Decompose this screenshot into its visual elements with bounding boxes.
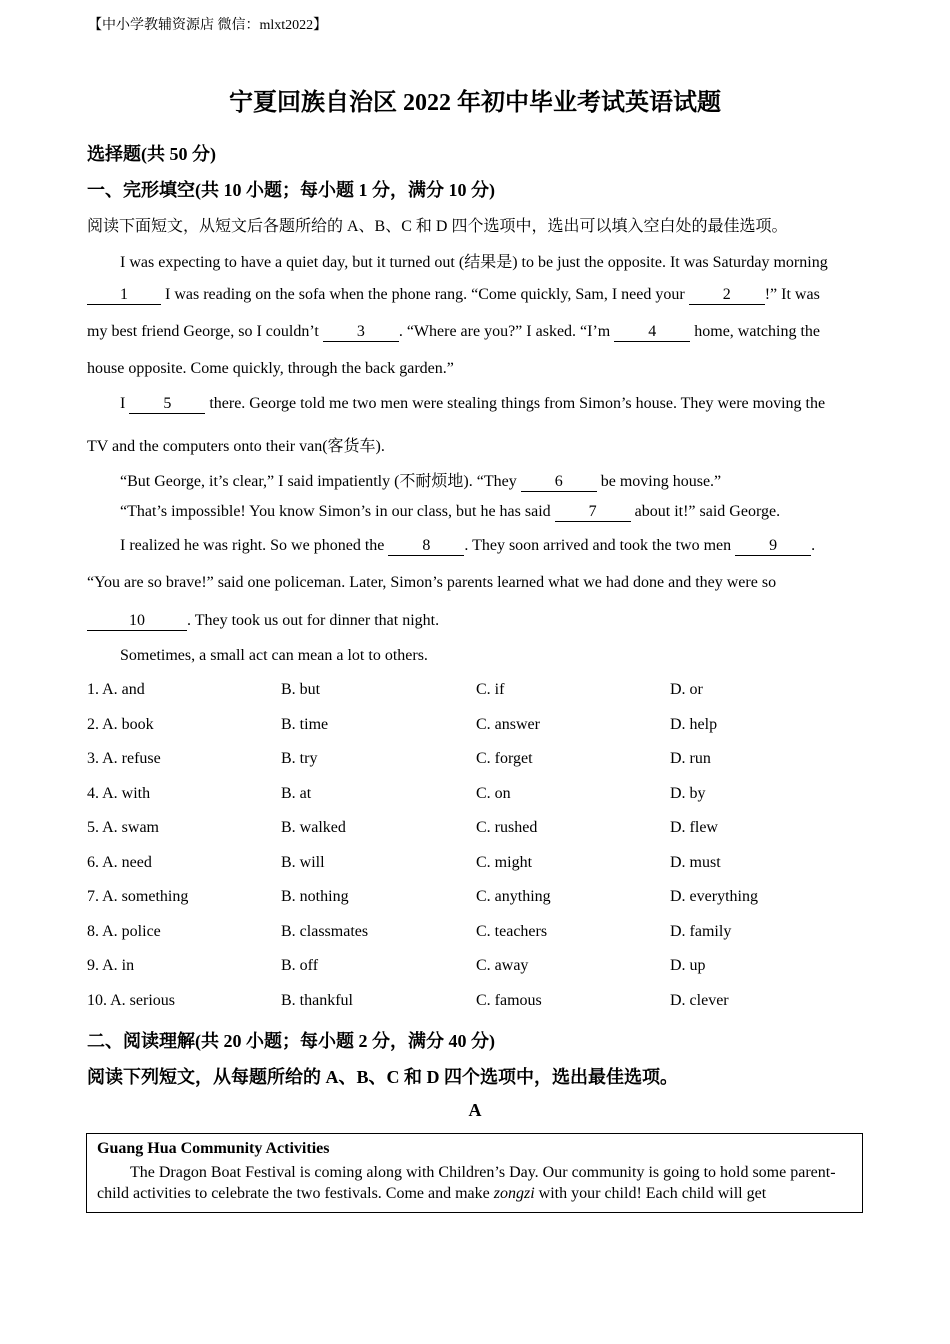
option-row: 4. A. with B. at C. on D. by xyxy=(87,785,706,802)
passage-line: house opposite. Come quickly, through the back garden.” xyxy=(87,360,454,377)
passage-label: A xyxy=(468,1100,482,1120)
activity-box xyxy=(86,1133,863,1213)
box-text: The Dragon Boat Festival is coming along with Children’s Day. Our community is going to hold some parent-child activities to celebrate the two festivals. Come and make zongzi with your child! Each child will get xyxy=(97,1164,836,1202)
blank-5: 5 xyxy=(129,395,205,414)
blank-8: 8 xyxy=(388,537,464,556)
passage-line: TV and the computers onto their van(客货车). xyxy=(87,438,385,455)
section2-heading: 二、阅读理解(共 20 小题；每小题 2 分，满分 40 分) xyxy=(87,1031,495,1051)
passage-line: “That’s impossible! You know Simon’s in our class, but he has said 7 about it!” said George. xyxy=(120,503,781,520)
option-row: 10. A. serious B. thankful C. famous D. clever xyxy=(87,992,729,1009)
passage-line: “You are so brave!” said one policeman. Later, Simon’s parents learned what we had done and they were so xyxy=(87,574,777,591)
blank-1: 1 xyxy=(87,286,161,305)
passage-line: my best friend George, so I couldn’t 3 . “Where are you?” I asked. “I’m 4 home, watching the xyxy=(87,323,820,340)
passage-line: I realized he was right. So we phoned the 8 . They soon arrived and took the two men 9 . xyxy=(120,537,816,554)
passage-line: I was expecting to have a quiet day, but it turned out (结果是) to be just the opposite. It was Saturday morning xyxy=(120,254,828,271)
passage-line: I 5 there. George told me two men were stealing things from Simon’s house. They were moving the xyxy=(120,395,826,412)
page-title: 宁夏回族自治区 2022 年初中毕业考试英语试题 xyxy=(229,90,721,116)
blank-4: 4 xyxy=(614,323,690,342)
option-row: 3. A. refuse B. try C. forget D. run xyxy=(87,750,711,767)
section1-heading: 一、完形填空(共 10 小题；每小题 1 分，满分 10 分) xyxy=(87,180,495,200)
passage-line: 10 . They took us out for dinner that night. xyxy=(87,612,877,631)
passage-line: “But George, it’s clear,” I said impatiently (不耐烦地). “They 6 be moving house.” xyxy=(120,473,722,490)
header-note: 【中小学教辅资源店 微信：mlxt2022】 xyxy=(88,18,328,33)
option-row: 1. A. and B. but C. if D. or xyxy=(87,681,703,698)
passage-line: 1 I was reading on the sofa when the phone rang. “Come quickly, Sam, I need your 2 !” It was xyxy=(87,286,877,305)
option-row: 5. A. swam B. walked C. rushed D. flew xyxy=(87,819,718,836)
passage-line: Sometimes, a small act can mean a lot to others. xyxy=(120,647,428,664)
option-row: 2. A. book B. time C. answer D. help xyxy=(87,716,718,733)
section2-instruction: 阅读下列短文，从每题所给的 A、B、C 和 D 四个选项中，选出最佳选项。 xyxy=(87,1067,678,1087)
blank-3: 3 xyxy=(323,323,399,342)
option-row: 6. A. need B. will C. might D. must xyxy=(87,854,721,871)
section1-instruction: 阅读下面短文，从短文后各题所给的 A、B、C 和 D 四个选项中，选出可以填入空白处的最佳选项。 xyxy=(87,218,788,235)
blank-10: 10 xyxy=(87,612,187,631)
option-row: 7. A. something B. nothing C. anything D. everything xyxy=(87,888,758,905)
blank-6: 6 xyxy=(521,473,597,492)
blank-2: 2 xyxy=(689,286,765,305)
blank-7: 7 xyxy=(555,503,631,522)
part-heading: 选择题(共 50 分) xyxy=(87,144,216,164)
option-row: 8. A. police B. classmates C. teachers D. family xyxy=(87,923,732,940)
option-row: 9. A. in B. off C. away D. up xyxy=(87,957,706,974)
box-title: Guang Hua Community Activities xyxy=(97,1140,330,1157)
blank-9: 9 xyxy=(735,537,811,556)
